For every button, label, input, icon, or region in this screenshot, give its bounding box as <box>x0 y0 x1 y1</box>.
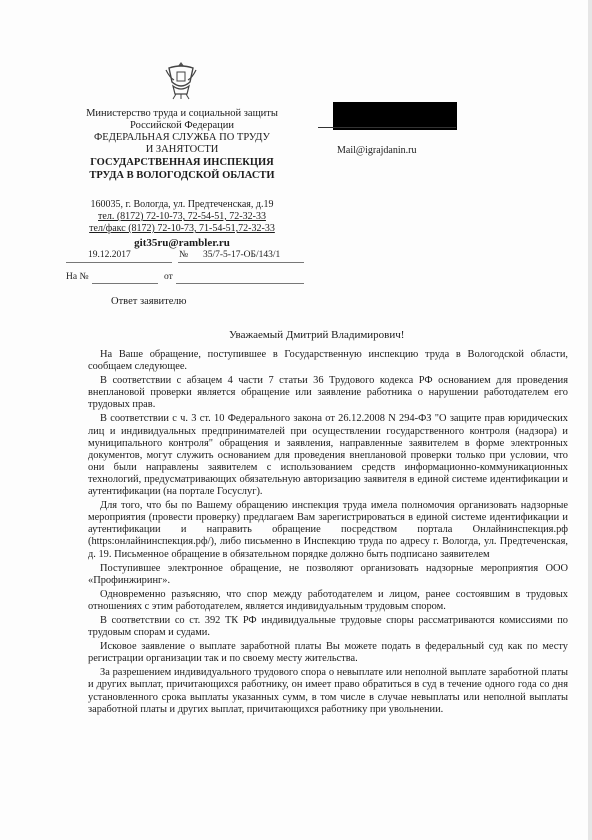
paragraph-2: В соответствии с абзацем 4 части 7 статьи 36 Трудового кодекса РФ основанием для проведения внеплановой проверки является обращение или заявление работника о нарушении работодателем его трудовых прав. <box>88 375 568 411</box>
from-label: от <box>164 272 173 282</box>
paragraph-3: В соответствии с ч. 3 ст. 10 Федерального закона от 26.12.2008 N 294-ФЗ "О защите прав юридических лиц и индивидуальных предпринимателей при осуществлении государственного контроля (надзора) и муниципального контроля" обращения и заявления, направленные заявителем в форме электронных документов, могут служить основанием для проведения внеплановой проверки только при условии, что они были направлены заявителем с использованием средств информационно-коммуникационных технологий, предусматривающих обязательную авторизацию заявителя в единой системе идентификации и аутентификации (на портале Госуслуг). <box>88 413 568 498</box>
on-number-label: На № <box>66 272 89 282</box>
street-address: 160035, г. Вологда, ул. Предтеченская, д.19 <box>90 199 274 210</box>
redacted-recipient <box>333 102 457 130</box>
fax: тел/факс (8172) 72-10-73, 71-54-51,72-32-33 <box>89 223 275 234</box>
paragraph-9: За разрешением индивидуального трудового спора о невыплате или неполной выплате заработной платы и других выплат, причитающихся работнику, он имеет право обратиться в суд в течение одного года со дня установленного срока выплаты указанных сумм, в том числе в случае невыплаты или неполной выплаты заработной платы и других выплат, причитающихся работнику при увольнении. <box>88 667 568 715</box>
inspection-line2: ТРУДА В ВОЛОГОДСКОЙ ОБЛАСТИ <box>89 170 275 181</box>
reg-number-label: № <box>179 250 189 260</box>
greeting: Уважаемый Дмитрий Владимирович! <box>229 329 405 341</box>
scan-edge-shadow <box>588 0 592 840</box>
inspection-line1: ГОСУДАРСТВЕННАЯ ИНСПЕКЦИЯ <box>90 157 274 168</box>
paragraph-8: Исковое заявление о выплате заработной платы Вы можете подать в федеральный суд как по месту регистрации организации так и по своему месту жительства. <box>88 641 568 665</box>
paragraph-1: На Ваше обращение, поступившее в Государственную инспекцию труда в Вологодской области, сообщаем следующее. <box>88 349 568 373</box>
on-number-underline <box>92 283 158 284</box>
double-headed-eagle-emblem-icon <box>164 60 198 100</box>
phone: тел. (8172) 72-10-73, 72-54-51, 72-32-33 <box>98 211 266 222</box>
letter-body <box>88 349 568 718</box>
service-line1: ФЕДЕРАЛЬНАЯ СЛУЖБА ПО ТРУДУ <box>94 132 270 143</box>
paragraph-5: Поступившее электронное обращение, не позволяют организовать надзорные мероприятия ООО «Профинжиринг». <box>88 562 568 586</box>
service-line2: И ЗАНЯТОСТИ <box>145 144 219 155</box>
recipient-underline <box>318 127 456 128</box>
agency-email: git35ru@rambler.ru <box>134 237 230 249</box>
date-underline <box>66 262 172 263</box>
ministry-line2: Российской Федерации <box>130 120 234 131</box>
address-block <box>62 199 302 249</box>
recipient-mail: Mail@igrajdanin.ru <box>337 145 417 156</box>
paragraph-4: Для того, что бы по Вашему обращению инспекция труда имела полномочия организовать надзорные мероприятия (провести проверку) предлагаем Вам зарегистрироваться в единой системе идентификации и аутентификации и направить обращение посредством портала Онлайнинспекция.рф (https:онлайнинспекция.рф/), либо письменно в Инспекцию труда по адресу г. Вологда, ул. Предтеченская, д. 19. Письменное обращение в обязательном порядке должно быть подписано заявителем <box>88 500 568 560</box>
ministry-header <box>62 108 302 182</box>
from-underline <box>176 283 304 284</box>
reg-date: 19.12.2017 <box>88 250 131 260</box>
ministry-line1: Министерство труда и социальной защиты <box>86 108 278 119</box>
paragraph-6: Одновременно разъясняю, что спор между работодателем и лицом, ранее состоявшим в трудовых отношениях с этим работодателем, является индивидуальным трудовым спором. <box>88 588 568 612</box>
paragraph-7: В соответствии со ст. 392 ТК РФ индивидуальные трудовые споры рассматриваются комиссиями по трудовым спорам и судами. <box>88 614 568 639</box>
reply-label: Ответ заявителю <box>111 296 187 307</box>
reg-number: 35/7-5-17-ОБ/143/1 <box>203 250 281 260</box>
number-underline <box>178 262 304 263</box>
